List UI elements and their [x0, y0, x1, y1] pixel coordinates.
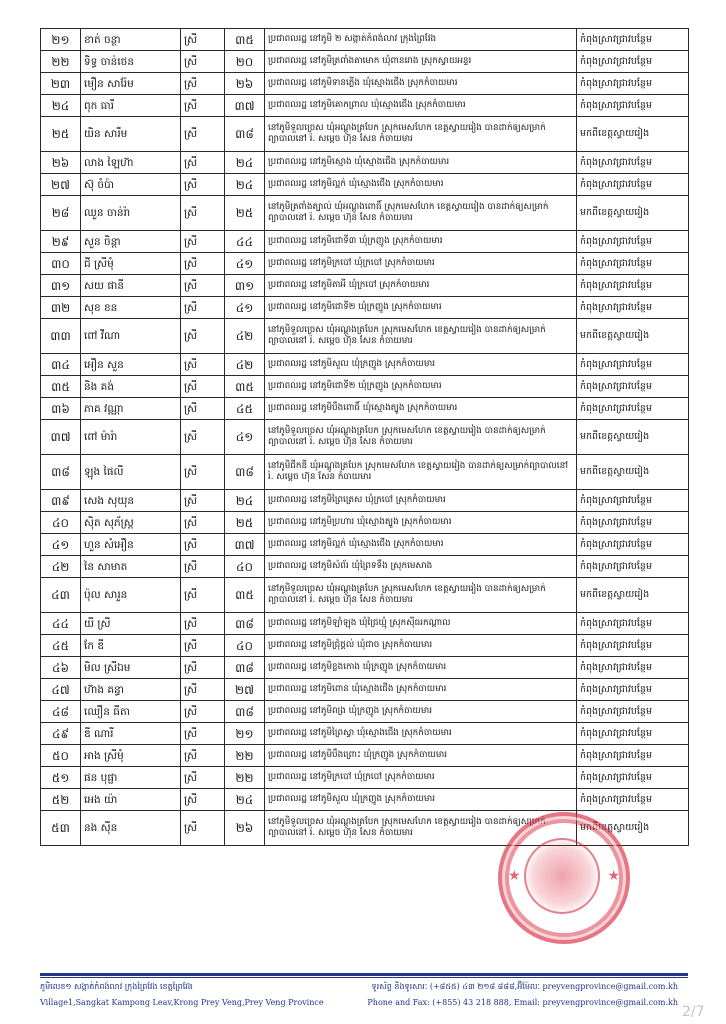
row-number-cell: ៤១: [41, 534, 81, 556]
row-number-cell: ៤៨: [41, 701, 81, 723]
table-row: [41, 354, 689, 376]
case-status-cell: កំពុងស្រាវជ្រាវបន្ថែម: [577, 767, 689, 789]
case-status-cell: កំពុងស្រាវជ្រាវបន្ថែម: [577, 512, 689, 534]
person-name-cell: លាង ឡៃហ៊ា: [81, 152, 181, 174]
row-number-cell: ៣១: [41, 275, 81, 297]
person-name-cell: ហ៊ាង គន្ធា: [81, 679, 181, 701]
age-cell: ៣៧: [225, 534, 265, 556]
patient-table: [40, 28, 689, 846]
sex-cell: ស្រី: [181, 701, 225, 723]
sex-cell: ស្រី: [181, 275, 225, 297]
row-number-cell: ២៧: [41, 174, 81, 196]
age-cell: ២៥: [225, 512, 265, 534]
age-cell: ២២: [225, 767, 265, 789]
row-number-cell: ៤៩: [41, 723, 81, 745]
address-description-cell: ប្រជាពលរដ្ឋ នៅភូមិសួល ឃុំក្រញូង ស្រុកកំចាយមារ: [265, 354, 577, 376]
sex-cell: ស្រី: [181, 29, 225, 51]
row-number-cell: ៤៦: [41, 657, 81, 679]
table-row: [41, 534, 689, 556]
sex-cell: ស្រី: [181, 455, 225, 490]
sex-cell: ស្រី: [181, 578, 225, 613]
row-number-cell: ៣៩: [41, 490, 81, 512]
sex-cell: ស្រី: [181, 376, 225, 398]
person-name-cell: សួន ចិន្ដា: [81, 231, 181, 253]
row-number-cell: ៤៥: [41, 635, 81, 657]
age-cell: ២១: [225, 723, 265, 745]
person-name-cell: អាង ស្រីមុំ: [81, 745, 181, 767]
address-description-cell: ប្រជាពលរដ្ឋ នៅភូមិតាអី ឃុំក្របៅ ស្រុកកំចាយមារ: [265, 275, 577, 297]
case-status-cell: កំពុងស្រាវជ្រាវបន្ថែម: [577, 679, 689, 701]
row-number-cell: ៣៧: [41, 420, 81, 455]
age-cell: ២៦: [225, 73, 265, 95]
row-number-cell: ២៥: [41, 117, 81, 152]
row-number-cell: ៥៣: [41, 811, 81, 846]
person-name-cell: ស៊ុ ចំប៉ា: [81, 174, 181, 196]
row-number-cell: ៥២: [41, 789, 81, 811]
address-description-cell: ប្រជាពលរដ្ឋ នៅភូមិជោទី២ ឃុំក្រញូង ស្រុកកំចាយមារ: [265, 376, 577, 398]
age-cell: ៣៨: [225, 613, 265, 635]
table-row: [41, 376, 689, 398]
address-description-cell: ប្រជាពលរដ្ឋ នៅភូមិព្រៃត្រេស ឃុំក្របៅ ស្រុកកំចាយមារ: [265, 490, 577, 512]
row-number-cell: ២៦: [41, 152, 81, 174]
person-name-cell: ខាត់ ចន្ថា: [81, 29, 181, 51]
row-number-cell: ៣៨: [41, 455, 81, 490]
case-status-cell: មកពីខេត្តស្វាយរៀង: [577, 117, 689, 152]
sex-cell: ស្រី: [181, 152, 225, 174]
address-description-cell: ប្រជាពលរដ្ឋ នៅភូមិសួល ឃុំក្រញូង ស្រុកកំចាយមារ: [265, 789, 577, 811]
address-description-cell: ប្រជាពលរដ្ឋ នៅភូមិព្រៃស្វា ឃុំស្មោងជើង ស្រុកកំចាយមារ: [265, 723, 577, 745]
case-status-cell: កំពុងស្រាវជ្រាវបន្ថែម: [577, 556, 689, 578]
address-description-cell: នៅភូមិទួលច្រេស ឃុំអណ្ដូងត្របែក ស្រុកមេសហែក ខេត្តស្វាយរៀង បានដាក់ឲ្យសម្រាក់ព្យាបាលនៅ រ៉. សម្ដេច ហ៊ុន សែន កំចាយមារ: [265, 420, 577, 455]
case-status-cell: កំពុងស្រាវជ្រាវបន្ថែម: [577, 51, 689, 73]
age-cell: ៣៥: [225, 376, 265, 398]
person-name-cell: មឿន សារ៉ែម: [81, 73, 181, 95]
case-status-cell: កំពុងស្រាវជ្រាវបន្ថែម: [577, 534, 689, 556]
age-cell: ៣៨: [225, 455, 265, 490]
address-description-cell: នៅភូមិទួលច្រេស ឃុំអណ្ដូងត្របែក ស្រុកមេសហែក ខេត្តស្វាយរៀង បានដាក់ឲ្យសម្រាក់ព្យាបាលនៅ រ៉. សម្ដេច ហ៊ុន សែន កំចាយមារ: [265, 578, 577, 613]
case-status-cell: មកពីខេត្តស្វាយរៀង: [577, 578, 689, 613]
case-status-cell: កំពុងស្រាវជ្រាវបន្ថែម: [577, 29, 689, 51]
address-description-cell: នៅភូមិទួលច្រេស ឃុំអណ្ដូងត្របែក ស្រុកមេសហែក ខេត្តស្វាយរៀង បានដាក់ឲ្យសម្រាក់ព្យាបាលនៅ រ៉. សម្ដេច ហ៊ុន សែន កំចាយមារ: [265, 117, 577, 152]
person-name-cell: ទិទ្ធ ចាន់ថេន: [81, 51, 181, 73]
age-cell: ៤០: [225, 556, 265, 578]
table-row: [41, 811, 689, 846]
age-cell: ៤១: [225, 297, 265, 319]
table-row: [41, 745, 689, 767]
sex-cell: ស្រី: [181, 354, 225, 376]
table-row: [41, 490, 689, 512]
table-row: [41, 556, 689, 578]
sex-cell: ស្រី: [181, 556, 225, 578]
row-number-cell: ៣៥: [41, 376, 81, 398]
case-status-cell: កំពុងស្រាវជ្រាវបន្ថែម: [577, 789, 689, 811]
age-cell: ៤១: [225, 253, 265, 275]
case-status-cell: មកពីខេត្តស្វាយរៀង: [577, 319, 689, 354]
address-description-cell: ប្រជាពលរដ្ឋ នៅភូមិបឹងព្រោះ ឃុំក្រញូង ស្រុកកំចាយមារ: [265, 745, 577, 767]
case-status-cell: កំពុងស្រាវជ្រាវបន្ថែម: [577, 376, 689, 398]
sex-cell: ស្រី: [181, 196, 225, 231]
sex-cell: ស្រី: [181, 635, 225, 657]
address-description-cell: ប្រជាពលរដ្ឋ នៅភូមិប្រហារ ឃុំស្មោងត្បូង ស្រុកកំចាយមារ: [265, 512, 577, 534]
age-cell: ៤២: [225, 354, 265, 376]
sex-cell: ស្រី: [181, 73, 225, 95]
table-row: [41, 231, 689, 253]
sex-cell: ស្រី: [181, 512, 225, 534]
sex-cell: ស្រី: [181, 231, 225, 253]
sex-cell: ស្រី: [181, 398, 225, 420]
row-number-cell: ២២: [41, 51, 81, 73]
footer-contact-khmer: ទូរស័ព្ទ និងទូរសារៈ (+៨៥៥) ៤៣ ២១៨ ៨៨៨,អ៊ីម៉ែលៈ preyvengprovince@gmail.com.kh: [371, 982, 678, 991]
table-row: [41, 297, 689, 319]
case-status-cell: កំពុងស្រាវជ្រាវបន្ថែម: [577, 701, 689, 723]
row-number-cell: ២៤: [41, 95, 81, 117]
table-row: [41, 51, 689, 73]
person-name-cell: យី ស្រី: [81, 613, 181, 635]
address-description-cell: ប្រជាពលរដ្ឋ នៅភូមិទានភ្លើង ឃុំស្មោងជើង ស្រុកកំចាយមារ: [265, 73, 577, 95]
age-cell: ២៤: [225, 174, 265, 196]
sex-cell: ស្រី: [181, 319, 225, 354]
person-name-cell: កែ ឌី: [81, 635, 181, 657]
case-status-cell: កំពុងស្រាវជ្រាវបន្ថែម: [577, 635, 689, 657]
case-status-cell: កំពុងស្រាវជ្រាវបន្ថែម: [577, 745, 689, 767]
case-status-cell: កំពុងស្រាវជ្រាវបន្ថែម: [577, 231, 689, 253]
page-number: 2/7: [682, 1004, 705, 1020]
row-number-cell: ៤០: [41, 512, 81, 534]
sex-cell: ស្រី: [181, 297, 225, 319]
age-cell: ២២: [225, 745, 265, 767]
table-row: [41, 253, 689, 275]
address-description-cell: នៅភូមិជីកឌី ឃុំអណ្ដូងត្របែក ស្រុកមេសហែក ខេត្តស្វាយរៀង បានដាក់ឲ្យសម្រាក់ព្យាបាលនៅ រ៉. សម្ដេច ហ៊ុន សែន កំចាយមារ: [265, 455, 577, 490]
row-number-cell: ៤២: [41, 556, 81, 578]
age-cell: ៣៥: [225, 29, 265, 51]
person-name-cell: សុខ ខន: [81, 297, 181, 319]
address-description-cell: ប្រជាពលរដ្ឋ នៅភូមិពង្រ ឃុំក្រញូង ស្រុកកំចាយមារ: [265, 701, 577, 723]
sex-cell: ស្រី: [181, 723, 225, 745]
table-row: [41, 657, 689, 679]
address-description-cell: ប្រជាពលរដ្ឋ នៅភូមិជោទី២ ឃុំក្រញូង ស្រុកកំចាយមារ: [265, 297, 577, 319]
case-status-cell: កំពុងស្រាវជ្រាវបន្ថែម: [577, 253, 689, 275]
person-name-cell: ឡុង ផៃលី: [81, 455, 181, 490]
person-name-cell: ភាគ វណ្ណា: [81, 398, 181, 420]
person-name-cell: ផន បុផ្ផា: [81, 767, 181, 789]
sex-cell: ស្រី: [181, 745, 225, 767]
sex-cell: ស្រី: [181, 51, 225, 73]
case-status-cell: កំពុងស្រាវជ្រាវបន្ថែម: [577, 354, 689, 376]
person-name-cell: អឿន សួន: [81, 354, 181, 376]
row-number-cell: ៥០: [41, 745, 81, 767]
case-status-cell: កំពុងស្រាវជ្រាវបន្ថែម: [577, 174, 689, 196]
row-number-cell: ៤៧: [41, 679, 81, 701]
age-cell: ៤៤: [225, 231, 265, 253]
age-cell: ៤២: [225, 319, 265, 354]
address-description-cell: នៅភូមិទួលច្រេស ឃុំអណ្ដូងត្របែក ស្រុកមេសហែក ខេត្តស្វាយរៀង បានដាក់ឲ្យសម្រាក់ព្យាបាលនៅ រ៉. សម្ដេច ហ៊ុន សែន កំចាយមារ: [265, 319, 577, 354]
table-row: [41, 95, 689, 117]
table-row: [41, 29, 689, 51]
sex-cell: ស្រី: [181, 95, 225, 117]
case-status-cell: កំពុងស្រាវជ្រាវបន្ថែម: [577, 490, 689, 512]
sex-cell: ស្រី: [181, 657, 225, 679]
table-row: [41, 275, 689, 297]
row-number-cell: ៤៤: [41, 613, 81, 635]
person-name-cell: អេង យ៉ា: [81, 789, 181, 811]
age-cell: ៤១: [225, 420, 265, 455]
case-status-cell: មកពីខេត្តស្វាយរៀង: [577, 196, 689, 231]
table-row: [41, 613, 689, 635]
person-name-cell: សយ ផានី: [81, 275, 181, 297]
seal-emblem: [524, 838, 600, 914]
case-status-cell: កំពុងស្រាវជ្រាវបន្ថែម: [577, 95, 689, 117]
address-description-cell: ប្រជាពលរដ្ឋ នៅភូមិក្របៅ ឃុំក្របៅ ស្រុកកំចាយមារ: [265, 253, 577, 275]
row-number-cell: ២៣: [41, 73, 81, 95]
age-cell: ២៧: [225, 679, 265, 701]
row-number-cell: ៣៦: [41, 398, 81, 420]
address-description-cell: ប្រជាពលរដ្ឋ នៅភូមិល្អក់ ឃុំស្មោងជើង ស្រុកកំចាយមារ: [265, 534, 577, 556]
age-cell: ២៤: [225, 152, 265, 174]
person-name-cell: ឈួន ចាន់រ៉ា: [81, 196, 181, 231]
table-row: [41, 420, 689, 455]
row-number-cell: ៣២: [41, 297, 81, 319]
age-cell: ៤៥: [225, 398, 265, 420]
row-number-cell: ៣០: [41, 253, 81, 275]
case-status-cell: មកពីខេត្តស្វាយរៀង: [577, 455, 689, 490]
case-status-cell: កំពុងស្រាវជ្រាវបន្ថែម: [577, 275, 689, 297]
age-cell: ៣១: [225, 275, 265, 297]
patient-table-body: [41, 29, 689, 846]
row-number-cell: ២១: [41, 29, 81, 51]
table-row: [41, 398, 689, 420]
age-cell: ៣៨: [225, 117, 265, 152]
seal-star-icon: ★: [508, 868, 521, 884]
age-cell: ៣៨: [225, 657, 265, 679]
sex-cell: ស្រី: [181, 420, 225, 455]
table-row: [41, 73, 689, 95]
case-status-cell: កំពុងស្រាវជ្រាវបន្ថែម: [577, 398, 689, 420]
case-status-cell: កំពុងស្រាវជ្រាវបន្ថែម: [577, 657, 689, 679]
sex-cell: ស្រី: [181, 174, 225, 196]
row-number-cell: ៥១: [41, 767, 81, 789]
table-row: [41, 578, 689, 613]
age-cell: ២៦: [225, 811, 265, 846]
age-cell: ៣៨: [225, 701, 265, 723]
person-name-cell: មិល ស្រីឯម: [81, 657, 181, 679]
row-number-cell: ២៨: [41, 196, 81, 231]
sex-cell: ស្រី: [181, 534, 225, 556]
person-name-cell: ស៊ិត សុភ័ស្ត្រ: [81, 512, 181, 534]
person-name-cell: ហួន សំអឿន: [81, 534, 181, 556]
case-status-cell: កំពុងស្រាវជ្រាវបន្ថែម: [577, 723, 689, 745]
table-row: [41, 455, 689, 490]
sex-cell: ស្រី: [181, 811, 225, 846]
address-description-cell: នៅភូមិទួលច្រេស ឃុំអណ្ដូងត្របែក ស្រុកមេសហែក ខេត្តស្វាយរៀង បានដាក់ឲ្យសម្រាក់ព្យាបាលនៅ រ៉. សម្ដេច ហ៊ុន សែន កំចាយមារ: [265, 811, 577, 846]
age-cell: ៣៧: [225, 95, 265, 117]
case-status-cell: កំពុងស្រាវជ្រាវបន្ថែម: [577, 613, 689, 635]
table-row: [41, 319, 689, 354]
table-row: [41, 767, 689, 789]
case-status-cell: កំពុងស្រាវជ្រាវបន្ថែម: [577, 152, 689, 174]
person-name-cell: ពៅ ម៉ារ៉ា: [81, 420, 181, 455]
address-description-cell: ប្រជាពលរដ្ឋ នៅភូមិជោទី៣ ឃុំក្រញូង ស្រុកកំចាយមារ: [265, 231, 577, 253]
address-description-cell: ប្រជាពលរដ្ឋ នៅភូមិស្មោង ឃុំស្មោងជើង ស្រុកកំចាយមារ: [265, 152, 577, 174]
table-row: [41, 635, 689, 657]
age-cell: ៣៥: [225, 578, 265, 613]
person-name-cell: ឈឿន ធីតា: [81, 701, 181, 723]
footer-rule: [40, 973, 688, 976]
address-description-cell: ប្រជាពលរដ្ឋ នៅភូមិជ្រុំថ្គល់ ឃុំជាច ស្រុកកំចាយមារ: [265, 635, 577, 657]
row-number-cell: ២៩: [41, 231, 81, 253]
footer-rule-thin: [40, 977, 688, 978]
footer-address-english: Village1,Sangkat Kampong Leav,Krong Prey Veng,Prey Veng Province: [40, 998, 324, 1007]
address-description-cell: ប្រជាពលរដ្ឋ នៅភូមិល្អក់ ឃុំស្មោងជើង ស្រុកកំចាយមារ: [265, 174, 577, 196]
address-description-cell: នៅភូមិត្រពាំងត្បាល់ ឃុំអណ្ដូងពោធិ៍ ស្រុកមេសហែក ខេត្តស្វាយរៀង បានដាក់ឲ្យសម្រាក់ព្យាបាលនៅ រ៉. សម្ដេច ហ៊ុន សែន កំចាយមារ: [265, 196, 577, 231]
case-status-cell: មកពីខេត្តស្វាយរៀង: [577, 811, 689, 846]
footer-address-khmer: ភូមិលេខ១ សង្កាត់កំពង់លាវ ក្រុងព្រៃវែង ខេត្តព្រៃវែង: [40, 982, 193, 991]
person-name-cell: ពុក ធារី: [81, 95, 181, 117]
person-name-cell: ពៅ វីណា: [81, 319, 181, 354]
table-row: [41, 789, 689, 811]
row-number-cell: ៤៣: [41, 578, 81, 613]
table-row: [41, 174, 689, 196]
sex-cell: ស្រី: [181, 767, 225, 789]
address-description-cell: ប្រជាពលរដ្ឋ នៅភូមិឡាំឡុង ឃុំជ្រៃឃ្មុំ ស្រុកស៊ីធរកណ្ដាល: [265, 613, 577, 635]
person-name-cell: យិន សារឹម: [81, 117, 181, 152]
row-number-cell: ៣៤: [41, 354, 81, 376]
table-row: [41, 512, 689, 534]
sex-cell: ស្រី: [181, 253, 225, 275]
address-description-cell: ប្រជាពលរដ្ឋ នៅភូមិបឹងពោធិ៍ ឃុំស្មោងត្បូង ស្រុកកំចាយមារ: [265, 398, 577, 420]
address-description-cell: ប្រជាពលរដ្ឋ នៅភូមិ ២ សង្កាត់កំពង់លាវ ក្រុងព្រៃវែង: [265, 29, 577, 51]
table-row: [41, 723, 689, 745]
person-name-cell: ឌី ណារី: [81, 723, 181, 745]
person-name-cell: សេង សុយុន: [81, 490, 181, 512]
sex-cell: ស្រី: [181, 613, 225, 635]
table-row: [41, 701, 689, 723]
table-row: [41, 117, 689, 152]
address-description-cell: ប្រជាពលរដ្ឋ នៅភូមិក្របៅ ឃុំក្របៅ ស្រុកកំចាយមារ: [265, 767, 577, 789]
address-description-cell: ប្រជាពលរដ្ឋ នៅភូមិខ្លងកោង ឃុំក្រញូង ស្រុកកំចាយមារ: [265, 657, 577, 679]
address-description-cell: ប្រជាពលរដ្ឋ នៅភូមិពោន ឃុំស្មោងជើង ស្រុកកំចាយមារ: [265, 679, 577, 701]
table-row: [41, 152, 689, 174]
footer: [40, 981, 688, 1017]
sex-cell: ស្រី: [181, 789, 225, 811]
person-name-cell: និង គង់: [81, 376, 181, 398]
case-status-cell: កំពុងស្រាវជ្រាវបន្ថែម: [577, 297, 689, 319]
case-status-cell: មកពីខេត្តស្វាយរៀង: [577, 420, 689, 455]
age-cell: ២៤: [225, 789, 265, 811]
age-cell: ២០: [225, 51, 265, 73]
seal-star-icon: ★: [607, 868, 620, 884]
sex-cell: ស្រី: [181, 117, 225, 152]
footer-contact-english: Phone and Fax: (+855) 43 218 888, Email: preyvengprovince@gmail.com.kh: [367, 998, 678, 1007]
sex-cell: ស្រី: [181, 490, 225, 512]
table-row: [41, 196, 689, 231]
sex-cell: ស្រី: [181, 679, 225, 701]
person-name-cell: ជី ស្រីមុំ: [81, 253, 181, 275]
address-description-cell: ប្រជាពលរដ្ឋ នៅភូមិត្រពាំងតាមោក ឃុំពានរោង ស្រុកស្វាយអន្ទរ: [265, 51, 577, 73]
person-name-cell: ប៉ុល សារួន: [81, 578, 181, 613]
age-cell: ២៥: [225, 196, 265, 231]
address-description-cell: ប្រជាពលរដ្ឋ នៅភូមិសំព័រ ឃុំព្រៃទទឹង ស្រុកមេសាង: [265, 556, 577, 578]
person-name-cell: នៃ សាមាត: [81, 556, 181, 578]
table-row: [41, 679, 689, 701]
age-cell: ៤០: [225, 635, 265, 657]
row-number-cell: ៣៣: [41, 319, 81, 354]
person-name-cell: នង ស៊ីន: [81, 811, 181, 846]
age-cell: ២៤: [225, 490, 265, 512]
address-description-cell: ប្រជាពលរដ្ឋ នៅភូមិគោកព្រាល ឃុំស្មោងជើង ស្រុកកំចាយមារ: [265, 95, 577, 117]
case-status-cell: កំពុងស្រាវជ្រាវបន្ថែម: [577, 73, 689, 95]
